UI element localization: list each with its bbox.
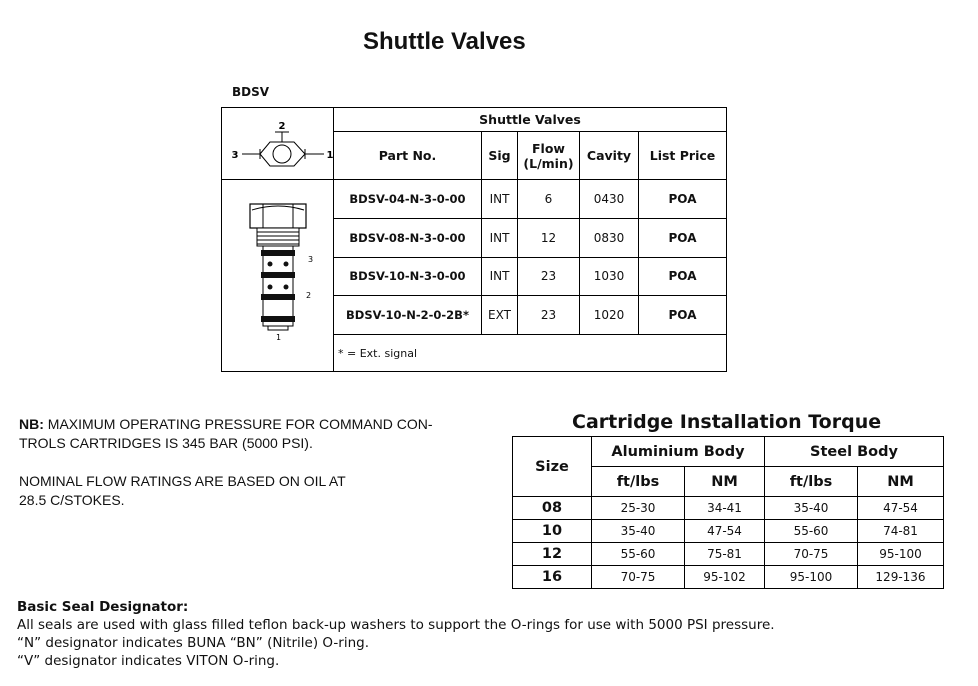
size-cell: 12 <box>513 543 592 566</box>
col-header-al-ftlbs: ft/lbs <box>592 467 685 497</box>
nb-label: NB: <box>19 416 44 432</box>
price-cell: POA <box>639 257 727 296</box>
seal-line-2: “N” designator indicates BUNA “BN” (Nitrile) O-ring. <box>17 635 369 651</box>
size-cell: 10 <box>513 520 592 543</box>
al-ftlbs-cell: 55-60 <box>592 543 685 566</box>
part-no-cell: BDSV-10-N-3-0-00 <box>334 257 482 296</box>
al-ftlbs-cell: 35-40 <box>592 520 685 543</box>
col-header-aluminium-body: Aluminium Body <box>592 437 765 467</box>
table-row <box>513 497 944 520</box>
al-ftlbs-cell: 25-30 <box>592 497 685 520</box>
table-row <box>222 180 727 219</box>
st-ftlbs-cell: 35-40 <box>765 497 858 520</box>
port-3-label: 3 <box>231 150 239 161</box>
flow-cell: 12 <box>518 218 580 257</box>
table-row <box>513 520 944 543</box>
torque-table <box>512 436 944 589</box>
flow-cell: 23 <box>518 257 580 296</box>
col-header-cavity: Cavity <box>580 132 639 180</box>
cavity-cell: 1030 <box>580 257 639 296</box>
nb-text-2: TROLS CARTRIDGES IS 345 BAR (5000 PSI). <box>19 435 313 451</box>
col-header-part-no: Part No. <box>334 132 482 180</box>
price-cell: POA <box>639 296 727 335</box>
cartridge-drawing-cell <box>222 180 334 372</box>
part-no-cell: BDSV-10-N-2-0-2B* <box>334 296 482 335</box>
cavity-cell: 0830 <box>580 218 639 257</box>
port-1-drawing-label: 1 <box>276 333 282 342</box>
table-row <box>513 543 944 566</box>
nb-text-4: 28.5 C/STOKES. <box>19 492 125 508</box>
seal-line-3: “V” designator indicates VITON O-ring. <box>17 653 280 669</box>
price-cell: POA <box>639 180 727 219</box>
seal-heading: Basic Seal Designator: <box>17 599 189 615</box>
st-nm-cell: 74-81 <box>858 520 944 543</box>
port-2-label: 2 <box>278 121 286 132</box>
st-nm-cell: 95-100 <box>858 543 944 566</box>
al-nm-cell: 95-102 <box>685 566 765 589</box>
seal-line-1: All seals are used with glass filled teflon back-up washers to support the O-rings for use with 5000 PSI pressure. <box>17 617 775 633</box>
ext-signal-note: * = Ext. signal <box>334 335 727 372</box>
nb-text-3: NOMINAL FLOW RATINGS ARE BASED ON OIL AT <box>19 473 346 489</box>
seal-designator-section <box>17 598 775 670</box>
col-header-st-ftlbs: ft/lbs <box>765 467 858 497</box>
sig-cell: INT <box>482 218 518 257</box>
nb-notes <box>19 415 499 529</box>
col-header-st-nm: NM <box>858 467 944 497</box>
col-header-size: Size <box>513 437 592 497</box>
flow-cell: 23 <box>518 296 580 335</box>
size-cell: 16 <box>513 566 592 589</box>
size-cell: 08 <box>513 497 592 520</box>
port-2-drawing-label: 2 <box>306 291 312 300</box>
col-header-al-nm: NM <box>685 467 765 497</box>
col-header-sig: Sig <box>482 132 518 180</box>
shuttle-valve-symbol-icon <box>222 108 333 176</box>
cartridge-illustration-icon <box>222 180 333 368</box>
page-title: Shuttle Valves <box>363 28 526 55</box>
valve-table-caption: Shuttle Valves <box>334 108 727 132</box>
part-no-cell: BDSV-04-N-3-0-00 <box>334 180 482 219</box>
al-ftlbs-cell: 70-75 <box>592 566 685 589</box>
part-no-cell: BDSV-08-N-3-0-00 <box>334 218 482 257</box>
table-row <box>513 566 944 589</box>
sig-cell: INT <box>482 180 518 219</box>
port-1-label: 1 <box>326 150 333 161</box>
st-nm-cell: 47-54 <box>858 497 944 520</box>
al-nm-cell: 34-41 <box>685 497 765 520</box>
nb-text-1: MAXIMUM OPERATING PRESSURE FOR COMMAND CON- <box>43 416 433 432</box>
st-ftlbs-cell: 95-100 <box>765 566 858 589</box>
flow-cell: 6 <box>518 180 580 219</box>
st-ftlbs-cell: 70-75 <box>765 543 858 566</box>
price-cell: POA <box>639 218 727 257</box>
sig-cell: EXT <box>482 296 518 335</box>
cavity-cell: 1020 <box>580 296 639 335</box>
al-nm-cell: 47-54 <box>685 520 765 543</box>
torque-table-title: Cartridge Installation Torque <box>572 411 882 433</box>
product-code: BDSV <box>232 85 270 99</box>
col-header-flow: Flow (L/min) <box>518 132 580 180</box>
al-nm-cell: 75-81 <box>685 543 765 566</box>
st-nm-cell: 129-136 <box>858 566 944 589</box>
cavity-cell: 0430 <box>580 180 639 219</box>
port-3-drawing-label: 3 <box>308 255 314 264</box>
col-header-steel-body: Steel Body <box>765 437 944 467</box>
sig-cell: INT <box>482 257 518 296</box>
col-header-list-price: List Price <box>639 132 727 180</box>
st-ftlbs-cell: 55-60 <box>765 520 858 543</box>
shuttle-valve-symbol-cell <box>222 108 334 180</box>
shuttle-valves-table <box>221 107 727 372</box>
